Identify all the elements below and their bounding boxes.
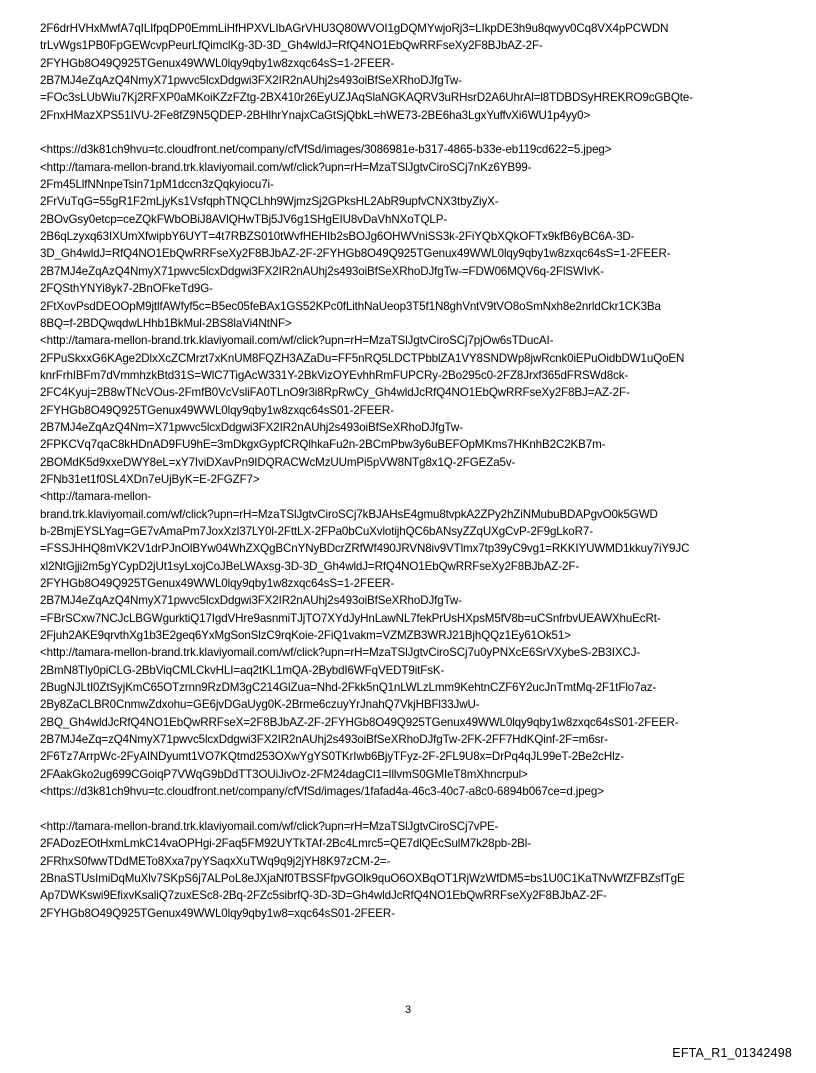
text-line: 2Fjuh2AKE9qrvthXg1b3E2geq6YxMgSonSlzC9rqKoie-2FiQ1vakm=VZMZB3WRJ21BjhQQz1Ey61Ok51> — [40, 629, 571, 643]
text-line: <http://tamara-mellon-brand.trk.klaviyomail.com/wf/click?upn=rH=MzaTSlJgtvCiroSCj7u0yPNXcE6SrVXybeS-2B3IXCJ- — [40, 646, 641, 660]
text-line: knrFrhIBFm7dVmmhzkBtd31S=WlC7TigAcW331Y-2BkVizOYEvhhRmFUPCRy-2Bo295c0-2FZ8Jrxf365dFRSWd8ck- — [40, 368, 629, 382]
text-line: 3D_Gh4wldJ=RfQ4NO1EbQwRRFseXy2F8BJbAZ-2F-2FYHGb8O49Q925TGenux49WWL0lqy9qby1w8zxqc64sS=1-2FEER- — [40, 247, 671, 261]
text-line: 2BmN8Tly0piCLG-2BbViqCMLCkvHLI=aq2tKL1mQA-2BybdI6WFqVEDT9itFsK- — [40, 663, 445, 677]
text-line: brand.trk.klaviyomail.com/wf/click?upn=rH=MzaTSlJgtvCiroSCj7kBJAHsE4gmu8tvpkA2ZPy2hZiNMubuBDAPgvO0k5GWD — [40, 507, 658, 521]
text-line: <http://tamara-mellon-brand.trk.klaviyomail.com/wf/click?upn=rH=MzaTSlJgtvCiroSCj7vPE- — [40, 819, 499, 833]
text-line: 2BugNJLtI0ZtSyjKmC65OTzrnn9RzDM3gC214GlZua=Nhd-2Fkk5nQ1nLWLzLmm9KehtnCZF6Y2ucJnTmtMq-2F1tFlo7az- — [40, 681, 657, 695]
text-line: 2Fm45LlfNNnpeTsin71pM1dccn3zQqkyiocu7i- — [40, 178, 274, 192]
text-line: <https://d3k81ch9hvu=tc.cloudfront.net/company/cfVfSd/images/1fafad4a-46c3-40c7-a8c0-6894b067ce=d.jpeg> — [40, 785, 604, 799]
text-line: 2BnaSTUsImiDqMuXlv7SKpS6j7ALPoL8eJXjaNf0TBSSFfpvGOlk9quO6OXBqOT1RjWzWfDM5=bs1U0C1KaTNvWfZFBZsfTgE — [40, 871, 685, 885]
text-line: 2FnxHMazXPS51IVU-2Fe8fZ9N5QDEP-2BHlhrYnajxCaGtSjQbkL=hWE73-2BE6ha3LgxYuffvXi6WU1p4yy0> — [40, 108, 591, 122]
text-line: 8BQ=f-2BDQwqdwLHhb1BkMul-2BS8laVi4NtNF> — [40, 316, 292, 330]
text-line: =FOc3sLUbWiu7Kj2RFXP0aMKoiKZzFZtg-2BX410r26EyUZJAqSlaNGKAQRV3uRHsrD2A6UhrAl=l8TDBDSyHREKRO9cGBQte- — [40, 91, 693, 105]
text-line: <https://d3k81ch9hvu=tc.cloudfront.net/company/cfVfSd/images/3086981e-b317-4865-b33e-eb119cd622=5.jpeg> — [40, 143, 612, 157]
text-line: 2B7MJ4eZqAzQ4NmyX71pwvc5lcxDdgwi3FX2IR2nAUhj2s493oiBfSeXRhoDJfgTw- — [40, 594, 462, 608]
text-line: 2B7MJ4eZq=zQ4NmyX71pwvc5lcxDdgwi3FX2IR2nAUhj2s493oiBfSeXRhoDJfgTw-2FK-2FF7HdKQinf-2F=m6sr- — [40, 733, 608, 747]
text-line: 2FrVuTqG=55gR1F2mLjyKs1VsfqphTNQCLhh9WjmzSj2GPksHL2AbR9upfvCNX3tbyZiyX- — [40, 195, 499, 209]
text-line: 2FQSthYNYi8yk7-2BnOFkeTd9G- — [40, 282, 213, 296]
document-body — [40, 20, 780, 922]
text-line: xl2NtGjji2m5gYCypD2jUt1syLxojCoJBeLWAxsg-3D-3D_Gh4wldJ=RfQ4NO1EbQwRRFseXy2F8BJbAZ-2F- — [40, 559, 580, 573]
text-line: 2B7MJ4eZqAzQ4NmyX71pwvc5lcxDdgwi3FX2IR2nAUhj2s493oiBfSeXRhoDJfgTw- — [40, 74, 462, 88]
text-line: <http://tamara-mellon-brand.trk.klaviyomail.com/wf/click?upn=rH=MzaTSlJgtvCiroSCj7nKz6YB99- — [40, 160, 532, 174]
text-line: 2BQ_Gh4wldJcRfQ4NO1EbQwRRFseX=2F8BJbAZ-2F-2FYHGb8O49Q925TGenux49WWL0lqy9qby1w8zxqc64sS01-2FEER- — [40, 715, 679, 729]
text-line: 2By8ZaCLBR0CnmwZdxohu=GE6jvDGaUyg0K-2Brme6czuyYrJnahQ7VkjHBFl33JwU- — [40, 698, 480, 712]
text-line: 2F6drHVHxMwfA7qILIfpqDP0EmmLiHfHPXVLIbAGrVHU3Q80WVOI1gDQMYwjoRj3=LIkpDE3h9u8qwyv0Cq8VX4pPCWDN — [40, 22, 669, 35]
text-line: =FSSJHHQ8mVK2V1drPJnOlBYw04WhZXQgBCnYNyBDcrZRfWf490JRVN8iv9VTlmx7tp39yC9vg1=RKKIYUWMD1kkuy7iY9JC — [40, 542, 690, 556]
blank-line — [40, 800, 780, 817]
text-line: 2FYHGb8O49Q925TGenux49WWL0lqy9qby1w8zxqc64sS=1-2FEER- — [40, 577, 395, 590]
text-line: 2B6qLzyxq63IXUmXfwipbY6UYT=4t7RBZS010tWvfHEHIb2sBOJg6OHWVniSS3k-2FiYQbXQkOFTx9kfB6yBC6A-3D- — [40, 230, 635, 244]
text-line: 2FtXovPsdDEOOpM9jtlfAWfyf5c=B5ec05feBAx1GS52KPc0fLithNaUeop3T5f1N8ghVntV9tVO8oSmNxh8e2nrldCkr1CK3Ba — [40, 299, 661, 313]
text-line: 2FADozEOtHxmLmkC14vaOPHgi-2Faq5FM92UYTkTAf-2Bc4Lmrc5=QE7dlQEcSulM7k28pb-2Bl- — [40, 837, 531, 851]
blank-line — [40, 124, 780, 141]
text-line: 2FAakGko2ug699CGoiqP7VWqG9bDdTT3OUiJivOz-2FM24dagCl1=IllvmS0GMIeT8mXhncrpul> — [40, 767, 528, 781]
text-line: trLvWgs1PB0FpGEWcvpPeurLfQimclKg-3D-3D_Gh4wldJ=RfQ4NO1EbQwRRFseXy2F8BJbAZ-2F- — [40, 39, 543, 53]
text-line: 2FNb31et1f0SL4XDn7eUjByK=E-2FGZF7> — [40, 472, 260, 486]
text-line: b-2BmjEYSLYag=GE7vAmaPm7JoxXzl37LY0l-2FttLX-2FPa0bCuXvlotijhQC6bANsyZZqUXgCvP-2F9gLkoR7- — [40, 524, 593, 538]
text-line: 2B7MJ4eZqAzQ4Nm=X71pwvc5lcxDdgwi3FX2IR2nAUhj2s493oiBfSeXRhoDJfgTw- — [40, 420, 463, 434]
text-line: Ap7DWKswi9EfixvKsaliQ7zuxESc8-2Bq-2FZc5sibrfQ-3D-3D=Gh4wldJcRfQ4NO1EbQwRRFseXy2F8BJbAZ-2F- — [40, 889, 607, 903]
text-line: 2BOvGsy0etcp=ceZQkFWbOBiJ8AVlQHwTBj5JV6g1SHgEIU8vDaVhNXoTQLP- — [40, 212, 448, 226]
text-line: 2FYHGb8O49Q925TGenux49WWL0lqy9qby1w8zxqc64sS01-2FEER- — [40, 403, 394, 417]
text-line: 2FPKCVq7qaC8kHDnAD9FU9hE=3mDkgxGypfCRQlhkaFu2n-2BCmPbw3y6uBEFOpMKms7HKnhB2C2KB7m- — [40, 438, 606, 452]
text-line: 2FPuSkxxG6KAge2DlxXcZCMrzt7xKnUM8FQZH3AZaDu=FF5nRQ5LDCTPbblZA1VY8SNDWp8jwRcnk0iEPuOidbDW1uQoEN — [40, 351, 685, 365]
text-line: 2FRhxS0fwwTDdMETo8Xxa7pyYSaqxXuTWq9q9j2jYH8K97zCM-2=- — [40, 854, 391, 868]
text-line: 2B7MJ4eZqAzQ4NmyX71pwvc5lcxDdgwi3FX2IR2nAUhj2s493oiBfSeXRhoDJfgTw-=FDW06MQV6q-2FlSWIvK- — [40, 264, 604, 278]
page-number: 3 — [404, 1004, 412, 1016]
text-line: <http://tamara-mellon- — [40, 490, 152, 504]
text-line: 2F6Tz7ArrpWc-2FyAINDyumt1VO7KQtmd253OXwYgYS0TKrIwb6BjyTFyz-2F-2FL9U8x=DrPq4qJL99eT-2Be2cHlz- — [40, 750, 624, 764]
text-line: <http://tamara-mellon-brand.trk.klaviyomail.com/wf/click?upn=rH=MzaTSlJgtvCiroSCj7pjOw6sTDucAI- — [40, 334, 554, 348]
document-id: EFTA_R1_01342498 — [672, 1046, 792, 1060]
text-line: 2FYHGb8O49Q925TGenux49WWL0lqy9qby1w8=xqc64sS01-2FEER- — [40, 906, 395, 920]
text-line: =FBrSCxw7NCJcLBGWgurktiQ17IgdVHre9asnmiTJjTO7XYdJyHnLawNL7fekPrUsHXpsM5fV8b=uCSnfrbvUEAWXhuEcRt- — [40, 611, 661, 625]
text-line: 2FYHGb8O49Q925TGenux49WWL0lqy9qby1w8zxqc64sS=1-2FEER- — [40, 56, 395, 70]
text-line: 2FC4Kyuj=2B8wTNcVOus-2FmfB0VcVsliFA0TLnO9r3i8RpRwCy_Gh4wldJcRfQ4NO1EbQwRRFseXy2F8BJ=AZ-2F- — [40, 386, 630, 400]
text-line: 2BOMdK5d9xxeDWY8eL=xY7IviDXavPn9IDQRACWcMzUUmPi5pVW8NTg8x1Q-2FGEZa5v- — [40, 455, 516, 469]
